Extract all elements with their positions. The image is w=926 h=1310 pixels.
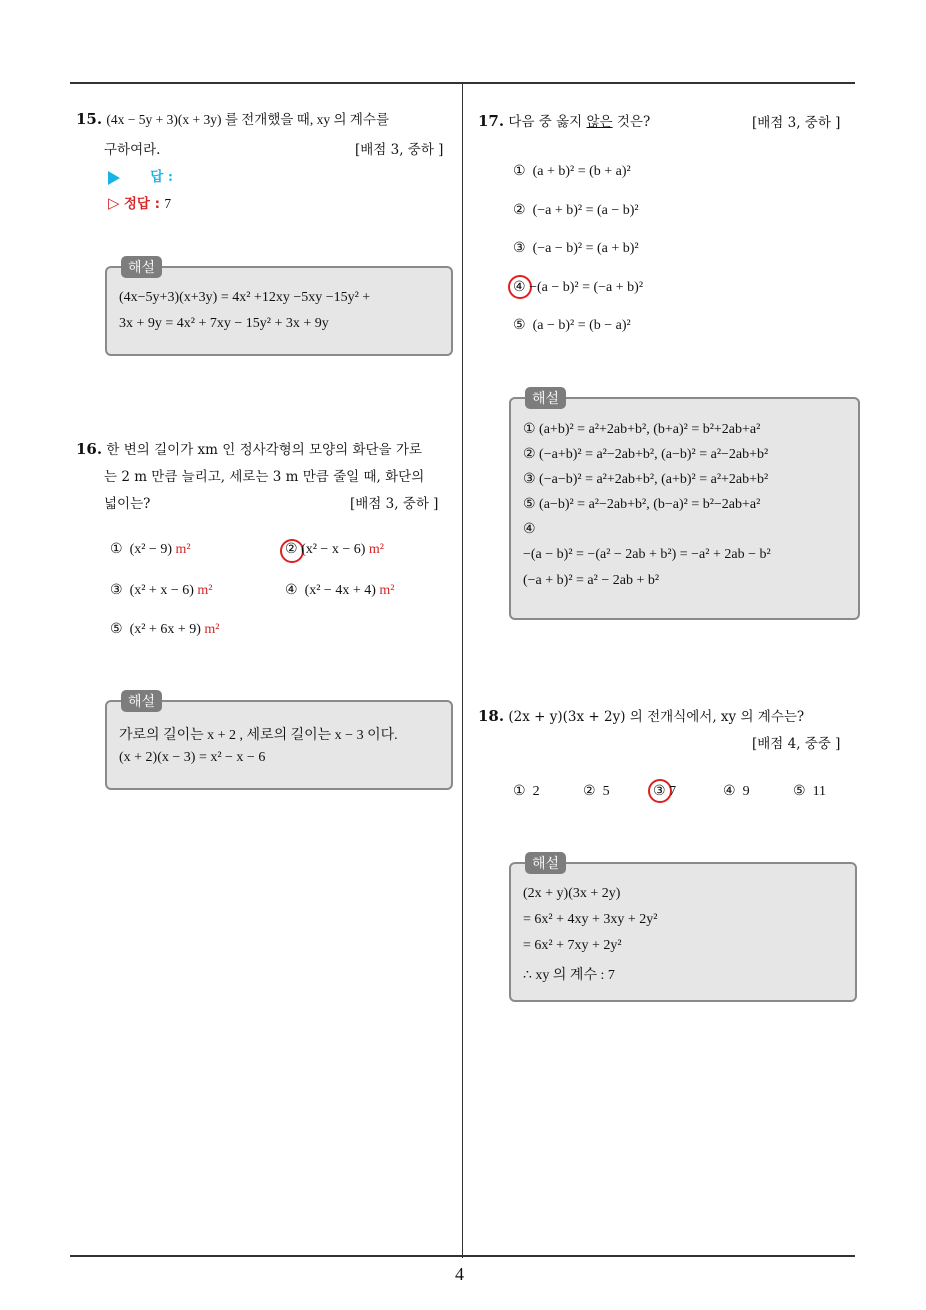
solution-tag: 해설 xyxy=(525,387,566,409)
choice-number: ④ xyxy=(513,280,526,295)
choice-number: ② xyxy=(513,203,526,218)
choice-4[interactable] xyxy=(285,582,394,599)
choice-number: ③ xyxy=(653,784,666,799)
solution-line: ⑤ (a−b)² = a²−2ab+b², (b−a)² = b²−2ab+a² xyxy=(523,497,761,512)
question-text-pre: 다음 중 옳지 xyxy=(508,114,587,130)
correct-answer-row xyxy=(108,192,171,212)
solution-line: −(a − b)² = −(a² − 2ab + b²) = −a² + 2ab − b² xyxy=(523,547,771,562)
question-text-underlined: 않은 xyxy=(586,114,613,130)
choice-text: (x² + x − 6) xyxy=(129,583,194,598)
choice-4[interactable] xyxy=(723,783,750,800)
choice-number: ② xyxy=(583,784,596,799)
solution-line: ② (−a+b)² = a²−2ab+b², (a−b)² = a²−2ab+b² xyxy=(523,447,769,462)
solution-box-17 xyxy=(509,391,860,620)
choice-number: ③ xyxy=(513,241,526,256)
question-17 xyxy=(478,110,650,130)
choice-unit: m² xyxy=(379,583,395,598)
choice-number: ④ xyxy=(285,583,298,598)
choice-2[interactable] xyxy=(285,541,384,558)
solution-tag: 해설 xyxy=(525,852,566,874)
solution-line: (x + 2)(x − 3) = x² − x − 6 xyxy=(119,750,266,765)
question-number: 18. xyxy=(478,707,505,725)
column-divider xyxy=(462,83,463,1258)
question-15-line2: 구하여라. xyxy=(104,142,161,158)
solution-box-16 xyxy=(105,694,453,790)
choice-2[interactable] xyxy=(513,202,639,219)
solution-line: ④ xyxy=(523,522,536,537)
choice-number: ③ xyxy=(110,583,123,598)
question-number: 16. xyxy=(76,440,103,458)
solution-line: (2x + y)(3x + 2y) xyxy=(523,886,621,901)
choice-text: (a − b)² = (b − a)² xyxy=(532,318,631,333)
choice-number: ② xyxy=(285,542,298,557)
solution-tag: 해설 xyxy=(121,256,162,278)
answer-label: 답 : xyxy=(150,169,174,185)
choice-2[interactable] xyxy=(583,783,610,800)
choice-unit: m² xyxy=(368,542,384,557)
choice-number: ④ xyxy=(723,784,736,799)
question-text-post: 것은? xyxy=(612,114,651,130)
choice-3[interactable] xyxy=(653,783,676,800)
solution-line: = 6x² + 4xy + 3xy + 2y² xyxy=(523,912,658,927)
choice-number: ⑤ xyxy=(793,784,806,799)
solution-line: (−a + b)² = a² − 2ab + b² xyxy=(523,573,660,588)
choice-1[interactable] xyxy=(513,163,631,180)
choice-number: ⑤ xyxy=(513,318,526,333)
solution-line: (4x−5y+3)(x+3y) = 4x² +12xy −5xy −15y² + xyxy=(119,290,371,305)
question-16-line3: 넓이는? xyxy=(104,496,151,512)
solution-line: 가로의 길이는 x + 2 , 세로의 길이는 x − 3 이다. xyxy=(119,728,398,743)
question-15-meta: [배점 3, 중하 ] xyxy=(355,142,444,158)
choice-3[interactable] xyxy=(513,240,639,257)
choice-number: ① xyxy=(513,784,526,799)
choice-unit: m² xyxy=(204,622,220,637)
solution-line: ∴ xy 의 계수 : 7 xyxy=(523,968,615,983)
choice-text: −(a − b)² = (−a + b)² xyxy=(529,280,644,295)
correct-label: 정답 : xyxy=(123,196,161,212)
question-number: 17. xyxy=(478,112,505,130)
question-text: (2x + y)(3x + 2y) 의 전개식에서, xy 의 계수는? xyxy=(508,709,805,725)
choice-text: (x² − 9) xyxy=(129,542,172,557)
page-number: 4 xyxy=(455,1264,464,1284)
solution-line: 3x + 9y = 4x² + 7xy − 15y² + 3x + 9y xyxy=(119,316,329,331)
choice-text: (x² − 4x + 4) xyxy=(304,583,376,598)
correct-value: 7 xyxy=(164,196,172,211)
solution-box-18 xyxy=(509,856,857,1002)
bottom-rule xyxy=(70,1255,855,1257)
choice-text: 11 xyxy=(812,784,827,799)
choice-text: (−a − b)² = (a + b)² xyxy=(532,241,639,256)
solution-line: = 6x² + 7xy + 2y² xyxy=(523,938,622,953)
choice-text: (x² + 6x + 9) xyxy=(129,622,201,637)
question-text: (4x − 5y + 3)(x + 3y) 를 전개했을 때, xy 의 계수를 xyxy=(106,112,390,127)
choice-number: ① xyxy=(513,164,526,179)
question-16 xyxy=(76,438,422,458)
choice-text: (x² − x − 6) xyxy=(301,542,366,557)
choice-5[interactable] xyxy=(513,317,631,334)
choice-3[interactable] xyxy=(110,582,212,599)
question-16-meta: [배점 3, 중하 ] xyxy=(350,496,439,512)
question-number: 15. xyxy=(76,110,103,128)
choice-unit: m² xyxy=(175,542,191,557)
choice-text: (−a + b)² = (a − b)² xyxy=(532,203,639,218)
choice-1[interactable] xyxy=(513,783,540,800)
choice-number: ⑤ xyxy=(110,622,123,637)
question-16-line2: 는 2 m 만큼 늘리고, 세로는 3 m 만큼 줄일 때, 화단의 xyxy=(104,469,425,485)
choice-1[interactable] xyxy=(110,541,191,558)
question-17-meta: [배점 3, 중하 ] xyxy=(752,115,841,131)
choice-text: 2 xyxy=(532,784,540,799)
question-18 xyxy=(478,705,804,725)
play-icon xyxy=(108,171,120,185)
choice-text: 9 xyxy=(742,784,750,799)
solution-line: ③ (−a−b)² = a²+2ab+b², (a+b)² = a²+2ab+b² xyxy=(523,472,769,487)
solution-tag: 해설 xyxy=(121,690,162,712)
answer-row xyxy=(108,165,173,185)
choice-text: 7 xyxy=(669,784,677,799)
solution-box-15 xyxy=(105,260,453,356)
choice-number: ① xyxy=(110,542,123,557)
question-15 xyxy=(76,108,456,128)
choice-text: (a + b)² = (b + a)² xyxy=(532,164,631,179)
choice-5[interactable] xyxy=(793,783,826,800)
question-text: 한 변의 길이가 xm 인 정사각형의 모양의 화단을 가로 xyxy=(106,442,422,458)
outline-play-icon: ▷ xyxy=(108,194,120,212)
question-18-meta: [배점 4, 중중 ] xyxy=(752,736,841,752)
solution-line: ① (a+b)² = a²+2ab+b², (b+a)² = b²+2ab+a² xyxy=(523,422,761,437)
choice-text: 5 xyxy=(602,784,610,799)
choice-4[interactable] xyxy=(513,279,643,296)
choice-unit: m² xyxy=(197,583,213,598)
choice-5[interactable] xyxy=(110,621,219,638)
